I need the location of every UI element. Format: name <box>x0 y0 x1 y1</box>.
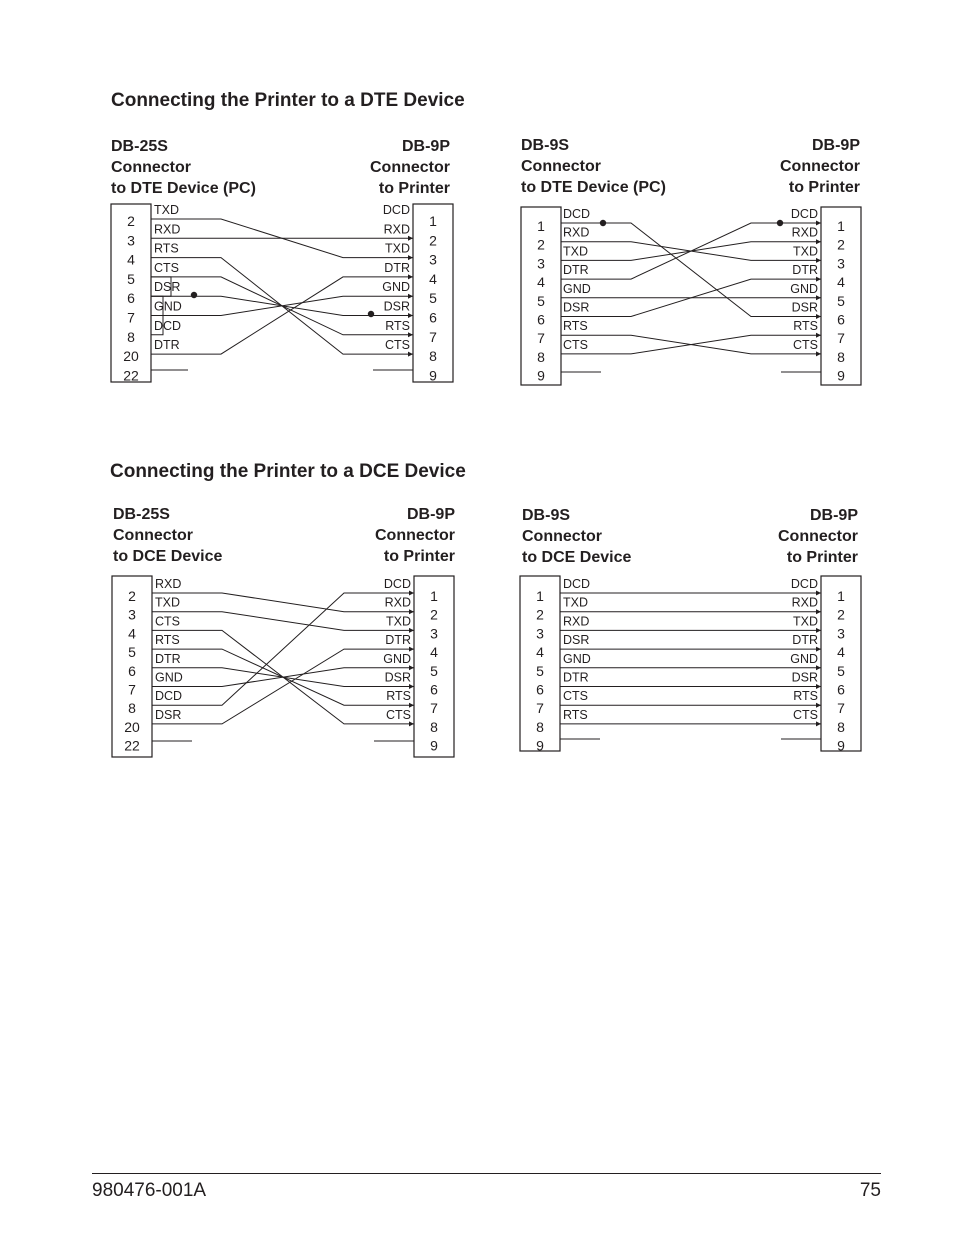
left-signal-label: TXD <box>563 595 588 610</box>
junction-dot <box>600 220 606 226</box>
wiring-diagram-1-0 <box>112 506 455 757</box>
left-signal-label: DSR <box>155 707 182 722</box>
right-signal-label: TXD <box>385 241 410 256</box>
left-signal-label: DTR <box>563 670 589 685</box>
footer-doc-number: 980476-001A <box>92 1180 207 1201</box>
wire-arrow <box>816 591 821 596</box>
right-connector-header-line: Connector <box>370 159 450 176</box>
left-signal-label: RXD <box>563 225 590 240</box>
right-signal-label: RTS <box>386 689 411 704</box>
wire-arrow <box>408 352 413 357</box>
right-pin-number: 1 <box>429 213 437 229</box>
left-pin-number: 2 <box>127 213 135 229</box>
right-connector-header-line: DB-9P <box>406 506 455 523</box>
left-pin-number: 3 <box>536 625 544 642</box>
right-signal-label: GND <box>790 281 818 296</box>
right-signal-label: DTR <box>792 633 818 648</box>
right-signal-label: RTS <box>793 319 818 334</box>
right-pin-number: 4 <box>837 644 845 661</box>
right-signal-label: DTR <box>385 633 411 648</box>
left-pin-number: 20 <box>124 718 140 735</box>
left-signal-label: TXD <box>563 244 588 259</box>
wire <box>561 335 821 354</box>
left-pin-number: 1 <box>536 588 544 604</box>
right-signal-label: GND <box>790 651 818 666</box>
wire-arrow <box>816 609 821 614</box>
left-pin-number: 3 <box>127 232 135 249</box>
left-pin-number: 8 <box>537 348 545 365</box>
left-signal-label: DSR <box>563 633 590 648</box>
right-pin-number: 4 <box>429 270 437 287</box>
right-signal-label: DSR <box>791 300 818 315</box>
left-pin-number: 4 <box>537 274 545 291</box>
right-signal-label: RXD <box>383 222 410 237</box>
left-signal-label: RTS <box>155 633 180 648</box>
left-signal-label: GND <box>155 670 183 685</box>
wire <box>152 668 414 687</box>
left-signal-label: RTS <box>563 707 588 722</box>
right-connector-header-line: DB-9P <box>811 137 860 154</box>
left-signal-label: DCD <box>154 318 182 333</box>
left-pin-number: 5 <box>537 292 545 309</box>
right-signal-label: DSR <box>791 670 818 685</box>
left-signal-label: DSR <box>563 300 590 315</box>
junction-dot <box>777 220 783 226</box>
right-connector-header-line: DB-9P <box>809 507 858 524</box>
left-pin-number: 4 <box>536 644 544 661</box>
right-signal-label: GND <box>382 280 410 295</box>
wiring-diagram-0-1 <box>521 137 861 385</box>
left-signal-label: CTS <box>563 337 588 352</box>
left-pin-number: 4 <box>127 251 135 268</box>
wire-arrow <box>409 684 414 689</box>
right-pin-number: 7 <box>430 700 438 717</box>
junction-dot <box>368 311 374 317</box>
left-signal-label: DTR <box>154 338 180 353</box>
wire-arrow <box>816 295 821 300</box>
left-signal-label: CTS <box>154 260 179 275</box>
wire-arrow <box>816 628 821 633</box>
wire-arrow <box>816 333 821 338</box>
wire-arrow <box>408 274 413 279</box>
right-signal-label: GND <box>383 651 411 666</box>
wire-arrow <box>408 313 413 318</box>
wire <box>561 223 821 279</box>
footer-page-number: 75 <box>859 1180 881 1201</box>
right-connector-header-line: Connector <box>375 527 455 544</box>
left-signal-label: RTS <box>154 241 179 256</box>
left-connector-header-line: Connector <box>113 527 193 544</box>
right-signal-label: RTS <box>385 318 410 333</box>
right-pin-number: 8 <box>429 348 437 365</box>
right-pin-number: 6 <box>430 681 438 698</box>
wire-arrow <box>408 294 413 299</box>
left-pin-number: 4 <box>128 625 136 642</box>
left-signal-label: DCD <box>563 577 591 591</box>
wire-arrow <box>816 314 821 319</box>
right-pin-number: 4 <box>430 644 438 661</box>
left-connector-header-line: Connector <box>111 159 191 176</box>
right-pin-number: 6 <box>837 311 845 328</box>
left-pin-number: 7 <box>537 330 545 347</box>
wire <box>152 593 414 612</box>
right-connector-header-line: to Printer <box>383 548 455 565</box>
right-signal-label: DCD <box>383 577 411 591</box>
footer-rule <box>92 1173 881 1174</box>
wire-arrow <box>409 721 414 726</box>
wire-arrow <box>816 221 821 226</box>
left-pin-number: 22 <box>124 737 140 754</box>
right-connector-header-line: to Printer <box>786 549 858 566</box>
right-signal-label: RTS <box>793 689 818 704</box>
junction-dot <box>191 292 197 298</box>
right-signal-label: CTS <box>386 707 411 722</box>
right-pin-number: 5 <box>429 290 437 307</box>
wire-arrow <box>816 647 821 652</box>
left-pin-number: 6 <box>537 311 545 328</box>
right-signal-label: DSR <box>384 670 411 685</box>
left-pin-number: 5 <box>128 644 136 661</box>
left-signal-label: RXD <box>155 577 182 591</box>
wire-arrow <box>816 277 821 282</box>
right-pin-number: 5 <box>837 662 845 679</box>
right-signal-label: DTR <box>792 263 818 278</box>
left-connector-header-line: to DTE Device (PC) <box>521 179 666 196</box>
left-signal-label: DTR <box>563 263 589 278</box>
left-pin-number: 2 <box>537 236 545 253</box>
left-signal-label: DCD <box>155 689 183 704</box>
wiring-diagram-0-0 <box>111 138 453 383</box>
left-connector-header-line: DB-25S <box>113 506 170 523</box>
left-pin-number: 7 <box>536 700 544 717</box>
right-pin-number: 7 <box>429 328 437 345</box>
wire-arrow <box>408 236 413 241</box>
right-pin-number: 9 <box>837 737 845 754</box>
section-title-dte: Connecting the Printer to a DTE Device <box>111 90 465 111</box>
left-pin-number: 3 <box>128 606 136 623</box>
right-signal-label: DTR <box>384 260 410 275</box>
left-signal-label: RXD <box>154 222 181 237</box>
wire-arrow <box>816 258 821 263</box>
right-connector-header-line: to Printer <box>788 179 860 196</box>
left-signal-label: TXD <box>155 595 180 610</box>
left-pin-number: 9 <box>537 367 545 384</box>
wire-arrow <box>816 684 821 689</box>
right-signal-label: DCD <box>382 203 410 217</box>
wire-arrow <box>409 609 414 614</box>
wire-arrow <box>409 628 414 633</box>
right-pin-number: 5 <box>837 292 845 309</box>
left-pin-number: 1 <box>537 218 545 234</box>
right-pin-number: 2 <box>430 606 438 623</box>
left-pin-number: 2 <box>536 606 544 623</box>
right-pin-number: 7 <box>837 330 845 347</box>
right-pin-number: 8 <box>837 718 845 735</box>
wire-arrow <box>409 665 414 670</box>
right-pin-number: 6 <box>837 681 845 698</box>
left-connector-header-line: DB-9S <box>521 137 570 154</box>
right-signal-label: RXD <box>384 595 411 610</box>
left-connector-header-line: DB-9S <box>522 507 571 524</box>
wire-arrow <box>816 239 821 244</box>
left-signal-label: GND <box>563 281 591 296</box>
right-pin-number: 2 <box>837 236 845 253</box>
right-pin-number: 6 <box>429 309 437 326</box>
left-pin-number: 6 <box>127 290 135 307</box>
left-signal-label: TXD <box>154 203 179 217</box>
left-signal-label: DTR <box>155 651 181 666</box>
left-signal-label: GND <box>154 299 182 314</box>
left-connector-header-line: to DCE Device <box>522 549 632 566</box>
left-connector-header-line: to DCE Device <box>113 548 223 565</box>
right-signal-label: CTS <box>793 707 818 722</box>
right-signal-label: CTS <box>793 337 818 352</box>
right-pin-number: 8 <box>837 348 845 365</box>
left-connector-header-line: Connector <box>522 528 602 545</box>
right-pin-number: 7 <box>837 700 845 717</box>
right-pin-number: 5 <box>430 662 438 679</box>
left-pin-number: 5 <box>536 662 544 679</box>
left-signal-label: RTS <box>563 319 588 334</box>
left-pin-number: 22 <box>123 367 139 384</box>
wire-arrow <box>816 665 821 670</box>
right-signal-label: RXD <box>791 225 818 240</box>
right-pin-number: 3 <box>837 255 845 272</box>
wiring-diagram-1-1 <box>520 507 861 754</box>
left-pin-number: 5 <box>127 270 135 287</box>
right-connector-header-line: to Printer <box>378 180 450 197</box>
section-title-dce: Connecting the Printer to a DCE Device <box>110 461 466 482</box>
right-connector-header-line: Connector <box>780 158 860 175</box>
left-pin-number: 7 <box>127 309 135 326</box>
right-connector-header-line: DB-9P <box>401 138 450 155</box>
right-signal-label: CTS <box>385 338 410 353</box>
left-pin-number: 20 <box>123 348 139 365</box>
left-pin-number: 3 <box>537 255 545 272</box>
left-pin-number: 9 <box>536 737 544 754</box>
left-pin-number: 8 <box>128 700 136 717</box>
right-connector-header-line: Connector <box>778 528 858 545</box>
left-pin-number: 6 <box>536 681 544 698</box>
left-signal-label: GND <box>563 651 591 666</box>
left-connector-header-line: Connector <box>521 158 601 175</box>
left-pin-number: 8 <box>127 328 135 345</box>
wire-arrow <box>816 721 821 726</box>
right-pin-number: 1 <box>430 588 438 604</box>
right-pin-number: 9 <box>429 367 437 384</box>
left-signal-label: CTS <box>155 614 180 629</box>
wire-arrow <box>408 332 413 337</box>
left-signal-label: DSR <box>154 280 181 295</box>
left-pin-number: 7 <box>128 681 136 698</box>
right-pin-number: 2 <box>837 606 845 623</box>
right-pin-number: 3 <box>430 625 438 642</box>
wire-arrow <box>409 591 414 596</box>
right-signal-label: DCD <box>790 207 818 221</box>
right-pin-number: 4 <box>837 274 845 291</box>
right-pin-number: 8 <box>430 718 438 735</box>
left-connector-header-line: to DTE Device (PC) <box>111 180 256 197</box>
right-pin-number: 9 <box>837 367 845 384</box>
right-pin-number: 9 <box>430 737 438 754</box>
wire-arrow <box>816 351 821 356</box>
right-signal-label: TXD <box>793 614 818 629</box>
wire <box>152 612 414 631</box>
right-signal-label: DCD <box>790 577 818 591</box>
right-pin-number: 3 <box>837 625 845 642</box>
left-pin-number: 2 <box>128 588 136 604</box>
left-signal-label: RXD <box>563 614 590 629</box>
right-signal-label: TXD <box>386 614 411 629</box>
wire-arrow <box>816 703 821 708</box>
wire-arrow <box>408 255 413 260</box>
right-pin-number: 1 <box>837 218 845 234</box>
wire <box>561 223 821 317</box>
left-pin-number: 8 <box>536 718 544 735</box>
right-signal-label: TXD <box>793 244 818 259</box>
wire-arrow <box>409 647 414 652</box>
left-pin-number: 6 <box>128 662 136 679</box>
right-signal-label: DSR <box>383 299 410 314</box>
right-pin-number: 1 <box>837 588 845 604</box>
right-pin-number: 3 <box>429 251 437 268</box>
right-pin-number: 2 <box>429 232 437 249</box>
left-signal-label: CTS <box>563 689 588 704</box>
left-connector-header-line: DB-25S <box>111 138 168 155</box>
wire-arrow <box>409 703 414 708</box>
left-signal-label: DCD <box>563 207 591 221</box>
right-signal-label: RXD <box>791 595 818 610</box>
